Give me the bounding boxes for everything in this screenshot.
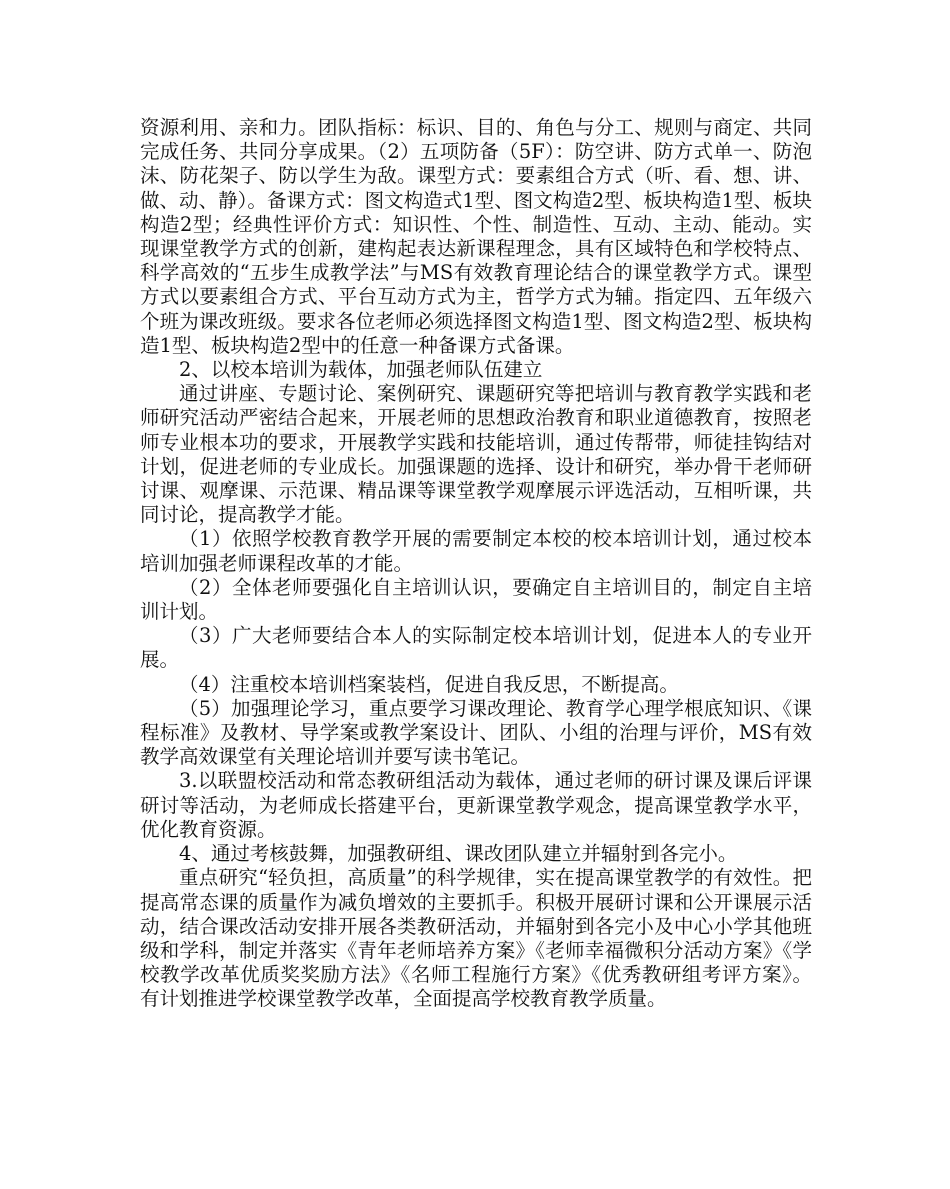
paragraph-key-research: 重点研究“轻负担，高质量”的科学规律，实在提高课堂教学的有效性。把提高常态课的质量作为减负增效的主要抓手。积极开展研讨课和公开课展示活动，结合课改活动安排开展各类教研活动，并辐射到各完小及中心小学其他班级和学科，制定并落实《青年老师培养方案》《老师幸福微积分活动方案》《学校教学改革优质奖奖励方法》《名师工程施行方案》《优秀教研组考评方案》。有计划推进学校课堂教学改革，全面提高学校教育教学质量。 xyxy=(140,866,812,1011)
list-item-5: （5）加强理论学习，重点要学习课改理论、教育学心理学根底知识、《课程标准》及教材、导学案或教学案设计、团队、小组的治理与评价，MS有效教学高效课堂有关理论培训并要写读书笔记。 xyxy=(140,696,812,769)
list-item-1: （1）依照学校教育教学开展的需要制定本校的校本培训计划，通过校本培训加强老师课程改革的才能。 xyxy=(140,527,812,575)
paragraph-alliance-activities: 3.以联盟校活动和常态教研组活动为载体，通过老师的研讨课及课后评课研讨等活动，为老师成长搭建平台，更新课堂教学观念，提高课堂教学水平，优化教育资源。 xyxy=(140,769,812,841)
heading-school-training: 2、以校本培训为载体，加强老师队伍建立 xyxy=(179,358,543,382)
heading-assessment: 4、通过考核鼓舞，加强教研组、课改团队建立并辐射到各完小。 xyxy=(179,842,738,866)
list-item-3: （3）广大老师要结合本人的实际制定校本培训计划，促进本人的专业开展。 xyxy=(140,624,812,672)
paragraph-training-methods: 通过讲座、专题讨论、案例研究、课题研究等把培训与教育教学实践和老师研究活动严密结合起来，开展老师的思想政治教育和职业道德教育，按照老师专业根本功的要求，开展教学实践和技能培训，通过传帮带，师徒挂钩结对计划，促进老师的专业成长。加强课题的选择、设计和研究，举办骨干老师研讨课、观摩课、示范课、精品课等课堂教学观摩展示评选活动，互相听课，共同讨论，提高教学才能。 xyxy=(140,382,812,527)
list-item-2: （2）全体老师要强化自主培训认识，要确定自主培训目的，制定自主培训计划。 xyxy=(140,575,812,624)
list-item-4: （4）注重校本培训档案装档，促进自我反思，不断提高。 xyxy=(179,672,679,696)
document-page xyxy=(140,116,812,1012)
paragraph-resources: 资源利用、亲和力。团队指标：标识、目的、角色与分工、规则与商定、共同完成任务、共同分享成果。（2）五项防备（5F）：防空讲、防方式单一、防泡沫、防花架子、防以学生为敌。课型方式：要素组合方式（听、看、想、讲、做、动、静）。备课方式：图文构造式1型、图文构造2型、板块构造1型、板块构造2型；经典性评价方式：知识性、个性、制造性、互动、主动、能动。实现课堂教学方式的创新，建构起表达新课程理念，具有区域特色和学校特点、科学高效的“五步生成教学法”与MS有效教育理论结合的课堂教学方式。课型方式以要素组合方式、平台互动方式为主，哲学方式为辅。指定四、五年级六个班为课改班级。要求各位老师必须选择图文构造1型、图文构造2型、板块构造1型、板块构造2型中的任意一种备课方式备课。 xyxy=(140,116,812,357)
